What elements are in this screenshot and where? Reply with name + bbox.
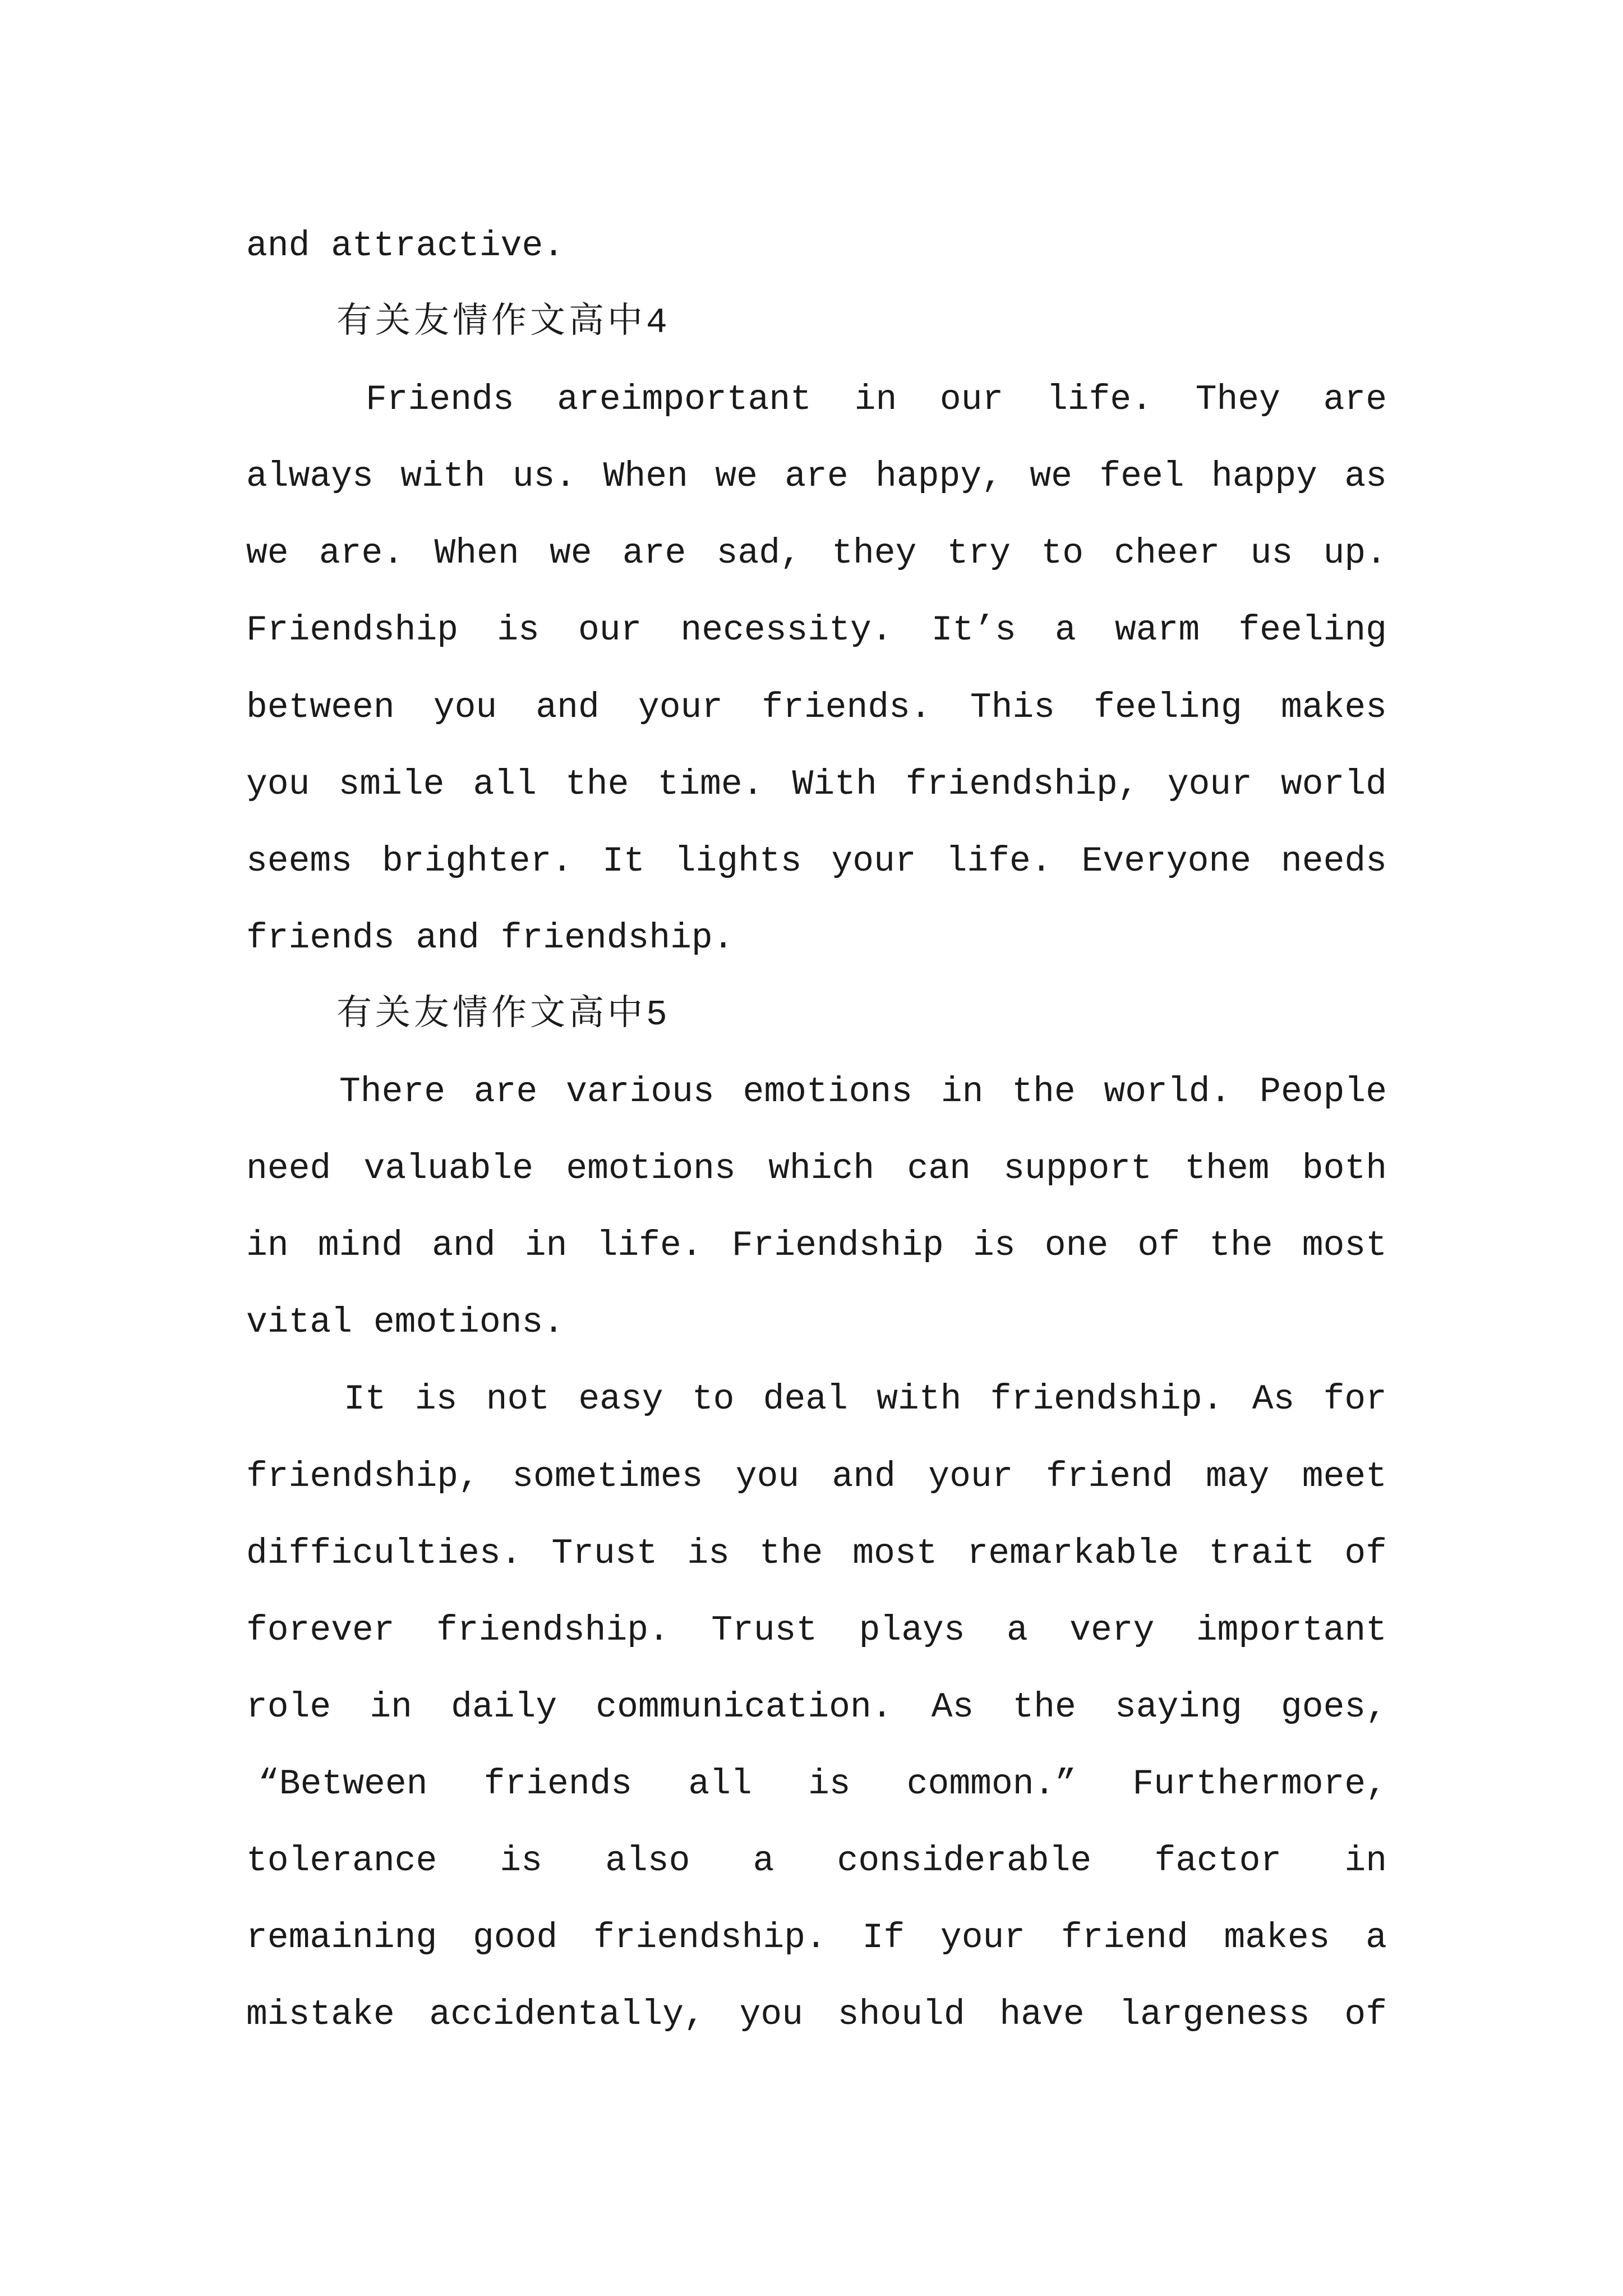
text-line: Friends areimportant in our life. They are — [366, 380, 1387, 420]
text-line: Friendship is our necessity. It’s a warm feeling — [246, 610, 1387, 651]
essay-section-4 — [246, 284, 1387, 977]
document-body — [246, 208, 1387, 2053]
text-line: It is not easy to deal with friendship. As for — [344, 1379, 1387, 1420]
text-line: forever friendship. Trust plays a very important — [246, 1610, 1387, 1650]
section-heading: 有关友情作文高中4 — [336, 303, 671, 343]
text-line: friendship, sometimes you and your friend may meet — [246, 1456, 1387, 1497]
essay-section-5 — [246, 977, 1387, 2053]
text-line: need valuable emotions which can support them both — [246, 1149, 1387, 1189]
text-line: tolerance is also a considerable factor in — [246, 1841, 1387, 1881]
continued-paragraph — [246, 208, 1387, 284]
text-line: friends and friendship. — [246, 918, 734, 958]
text-line: and attractive. — [246, 226, 565, 266]
text-line: you smile all the time. With friendship, your world — [246, 764, 1387, 804]
text-line: seems brighter. It lights your life. Everyone needs — [246, 841, 1387, 881]
paragraph — [246, 1361, 1387, 2053]
paragraph — [246, 361, 1387, 977]
text-line: difficulties. Trust is the most remarkable trait of — [246, 1533, 1387, 1573]
text-line: role in daily communication. As the saying goes, — [246, 1687, 1387, 1727]
text-line: always with us. When we are happy, we feel happy as — [246, 457, 1387, 497]
text-line: we are. When we are sad, they try to cheer us up. — [246, 533, 1387, 574]
text-line: There are various emotions in the world. People — [339, 1072, 1387, 1112]
text-line: vital emotions. — [246, 1303, 565, 1343]
section-heading: 有关友情作文高中5 — [336, 995, 671, 1035]
text-line: in mind and in life. Friendship is one of the most — [246, 1226, 1387, 1266]
paragraph — [246, 1053, 1387, 1361]
text-line: between you and your friends. This feeling makes — [246, 687, 1387, 728]
text-line: “Between friends all is common.” Furthermore, — [258, 1764, 1387, 1804]
text-line: mistake accidentally, you should have largeness of — [246, 1995, 1387, 2035]
text-line: remaining good friendship. If your friend makes a — [246, 1918, 1387, 1958]
